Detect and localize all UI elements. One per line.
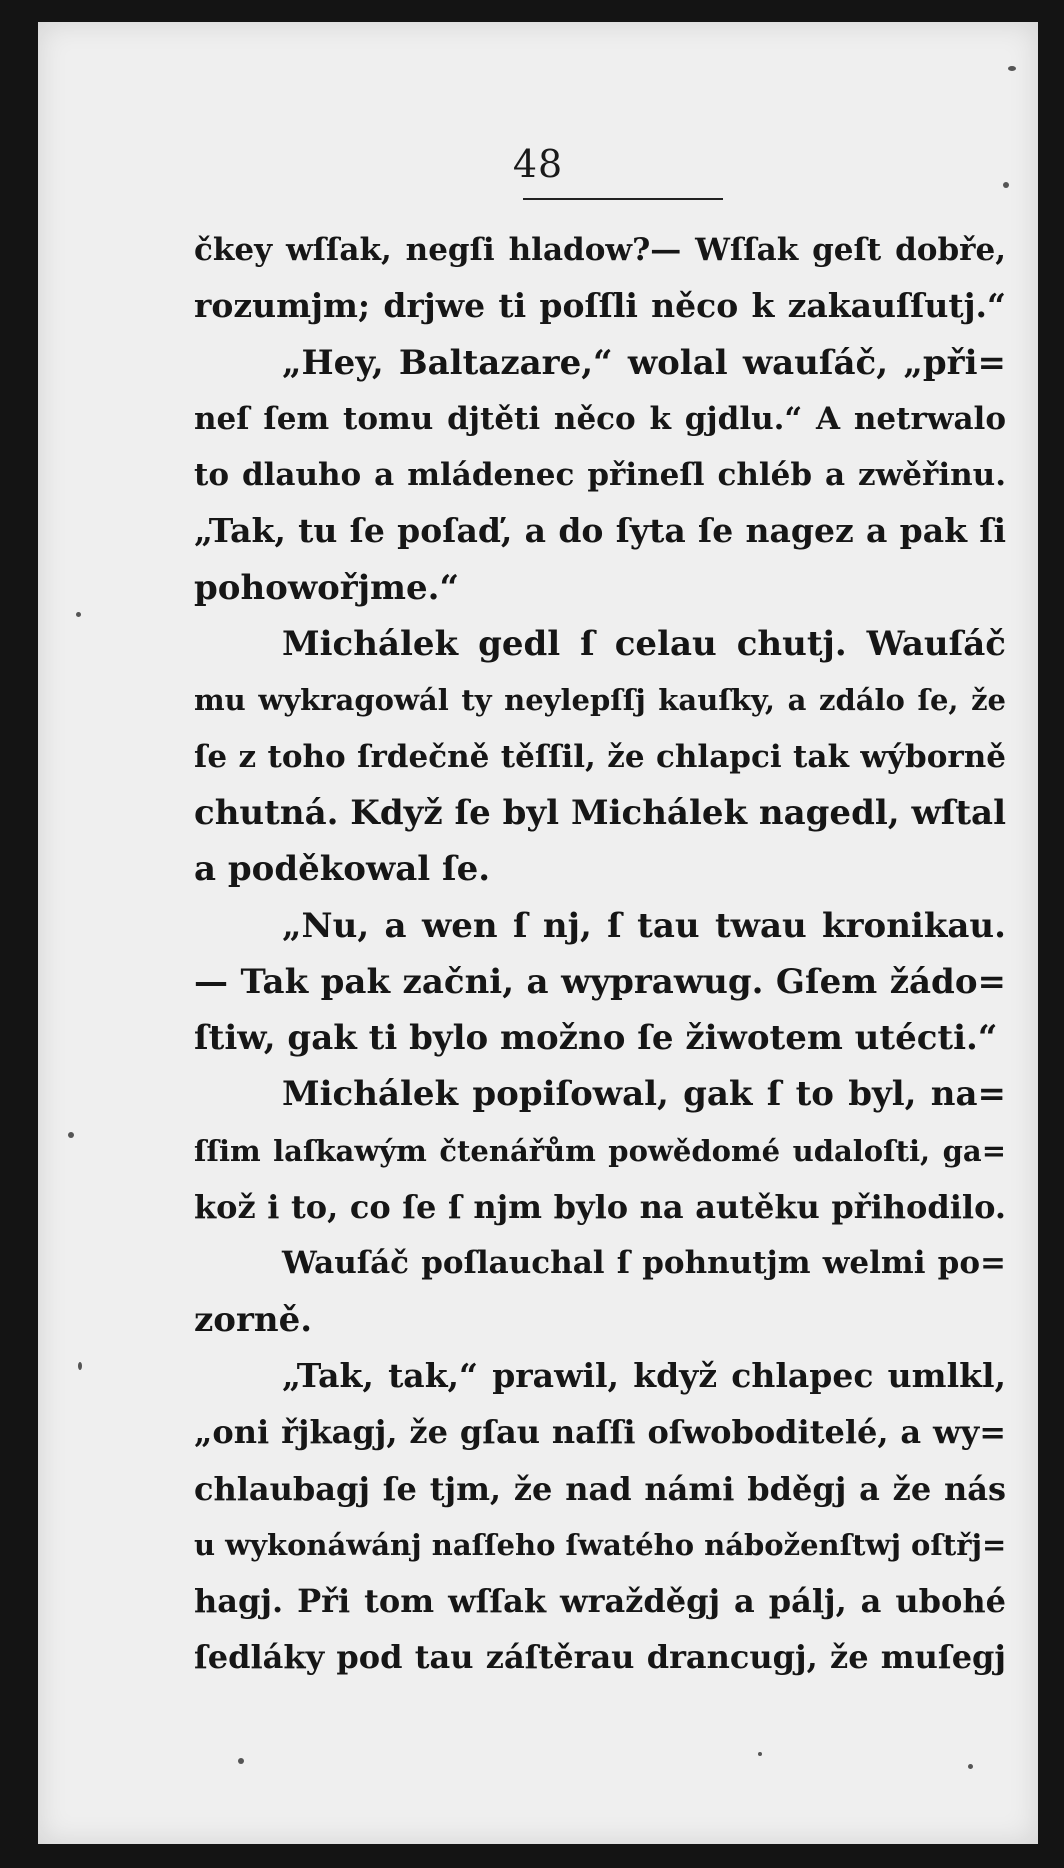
text-line: „Hey, Baltazare,“ wolal wauſáč, „při= [282,342,1006,383]
page-number: 48 [512,142,564,186]
text-line: u wykonáwánj naſſeho ſwatého náboženſtwj oſtřj= [194,1527,1007,1562]
text-line: Wauſáč poſlauchal ſ pohnutjm welmi po= [282,1245,1006,1282]
text-line: rozumjm; drjwe ti poſſli něco k zakauſſutj.“ [194,286,1006,326]
paper-speck [1008,66,1016,71]
text-line: — Tak pak začni, a wyprawug. Gſem žádo= [194,961,1006,1002]
text-line: ſedláky pod tau záſtěrau drancugj, že muſegj [194,1638,1006,1677]
paper-speck [968,1764,973,1769]
text-line: „Nu, a wen ſ nj, ſ tau twau kronikau. [282,905,1006,946]
paper-speck [76,612,81,617]
text-line: chutná. Když ſe byl Michálek nagedl, wſtal [194,792,1006,833]
header-rule [523,198,723,200]
text-line: mu wykragowál ty neylepſſj kauſky, a zdálo ſe, že [194,683,1006,718]
text-line: ſſim laſkawým čtenářům powědomé udaloſti, ga= [194,1133,1006,1168]
text-line: čkey wſſak, negſi hladow?— Wſſak geſt dobře, [194,232,1006,268]
text-line: to dlauho a mládenec přineſl chléb a zwěřinu. [194,457,1006,494]
text-line: „Tak, tu ſe poſaď, a do ſyta ſe nagez a pak ſi [194,511,1006,551]
text-line: ſtiw, gak ti bylo možno ſe žiwotem utécti.“ [194,1018,998,1059]
text-line: pohowořjme.“ [194,567,460,608]
text-line: zorně. [194,1299,313,1340]
text-line: kož i to, co ſe ſ njm bylo na autěku přihodilo. [194,1188,1006,1227]
paper-speck [238,1758,244,1764]
text-line: a poděkowal ſe. [194,849,491,890]
paper-speck [758,1752,762,1756]
body-text [194,222,1006,1686]
text-line: „oni řjkagj, že gſau naſſi oſwoboditelé, a wy= [194,1413,1006,1452]
text-line: neſ ſem tomu djtěti něco k gjdlu.“ A netrwalo [194,400,1006,437]
text-line: Michálek gedl ſ celau chutj. Wauſáč [282,624,1006,665]
paper-speck [1003,182,1009,188]
book-page [38,22,1038,1844]
text-line: Michálek popiſowal, gak ſ to byl, na= [282,1074,1006,1115]
text-line: chlaubagj ſe tjm, že nad námi bděgj a že nás [194,1469,1006,1508]
paper-speck [68,1132,74,1138]
text-line: hagj. Při tom wſſak wražděgj a pálj, a ubohé [194,1582,1006,1621]
paper-speck [78,1362,82,1370]
text-line: „Tak, tak,“ prawil, když chlapec umlkl, [282,1355,1006,1395]
text-line: ſe z toho ſrdečně těſſil, že chlapci tak wýborně [194,738,1006,775]
